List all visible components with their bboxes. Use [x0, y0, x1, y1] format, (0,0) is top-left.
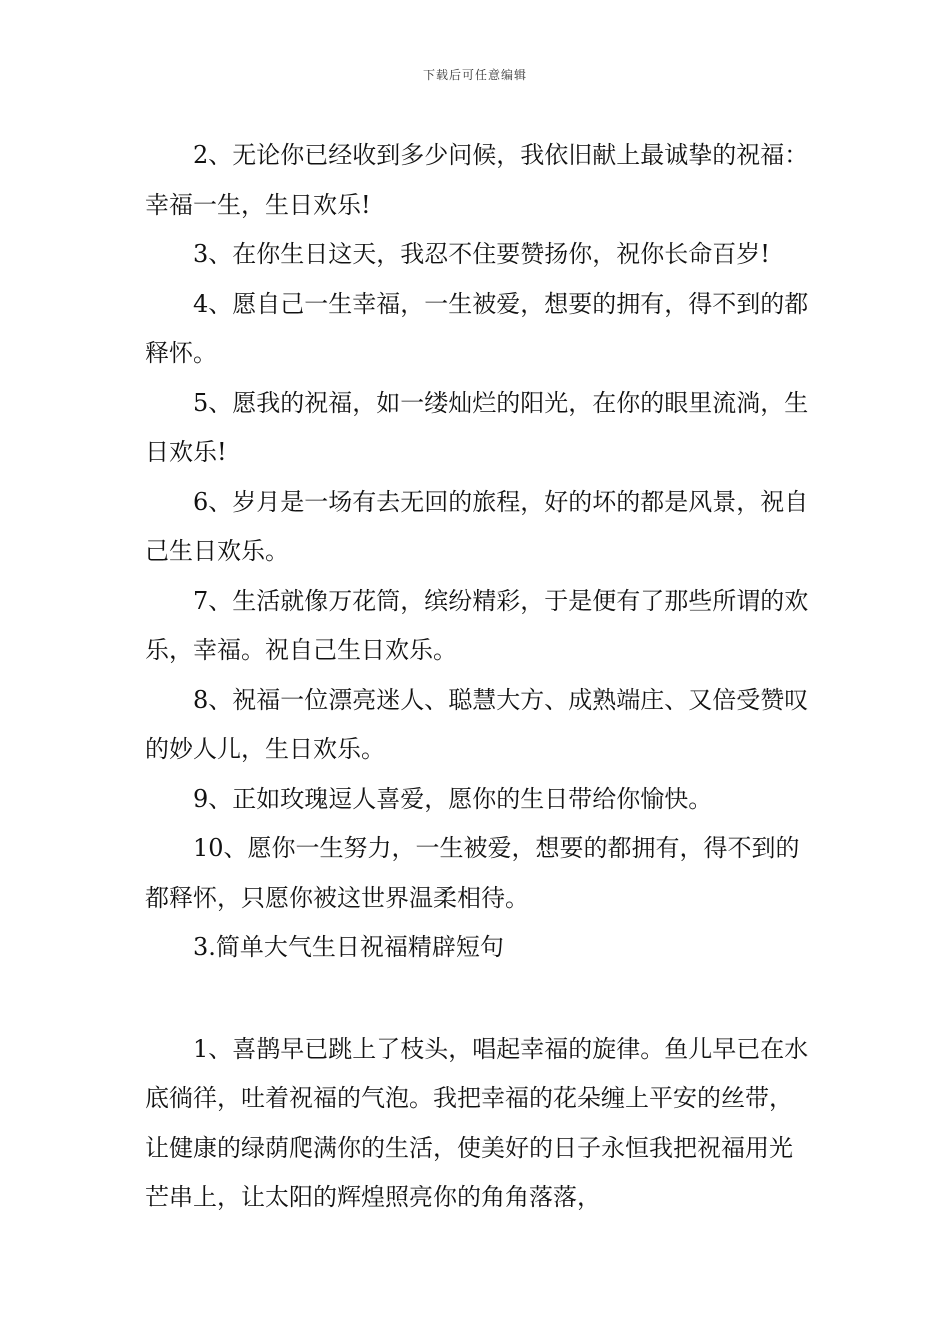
paragraph-wish-2: 2、无论你已经收到多少问候，我依旧献上最诚挚的祝福：幸福一生，生日欢乐!	[145, 141, 809, 219]
paragraph-section3-wish-1: 1、喜鹊早已跳上了枝头，唱起幸福的旋律。鱼儿早已在水底徜徉，吐着祝福的气泡。我把幸福的花朵缠上平安的丝带，让健康的绿荫爬满你的生活，使美好的日子永恒我把祝福用光芒串上，让太阳的辉煌照亮你的角角落落，	[145, 1034, 809, 1211]
paragraph-wish-5: 5、愿我的祝福，如一缕灿烂的阳光，在你的眼里流淌，生日欢乐!	[145, 388, 809, 466]
document-body	[145, 131, 810, 1223]
paragraph-wish-9: 9、正如玫瑰逗人喜爱，愿你的生日带给你愉快。	[193, 784, 713, 813]
paragraph-wish-10: 10、愿你一生努力，一生被爱，想要的都拥有，得不到的都释怀，只愿你被这世界温柔相待。	[145, 834, 800, 912]
paragraph-wish-3: 3、在你生日这天，我忍不住要赞扬你，祝你长命百岁!	[193, 240, 770, 268]
paragraph-wish-7: 7、生活就像万花筒，缤纷精彩，于是便有了那些所谓的欢乐，幸福。祝自己生日欢乐。	[145, 586, 809, 664]
section-heading: 3.简单大气生日祝福精辟短句	[193, 933, 504, 961]
paragraph-wish-6: 6、岁月是一场有去无回的旅程，好的坏的都是风景，祝自己生日欢乐。	[145, 487, 809, 565]
paragraph-wish-4: 4、愿自己一生幸福，一生被爱，想要的拥有，得不到的都释怀。	[145, 289, 809, 367]
header-note: 下载后可任意编辑	[422, 68, 527, 82]
paragraph-wish-8: 8、祝福一位漂亮迷人、聪慧大方、成熟端庄、又倍受赞叹的妙人儿，生日欢乐。	[145, 685, 809, 763]
